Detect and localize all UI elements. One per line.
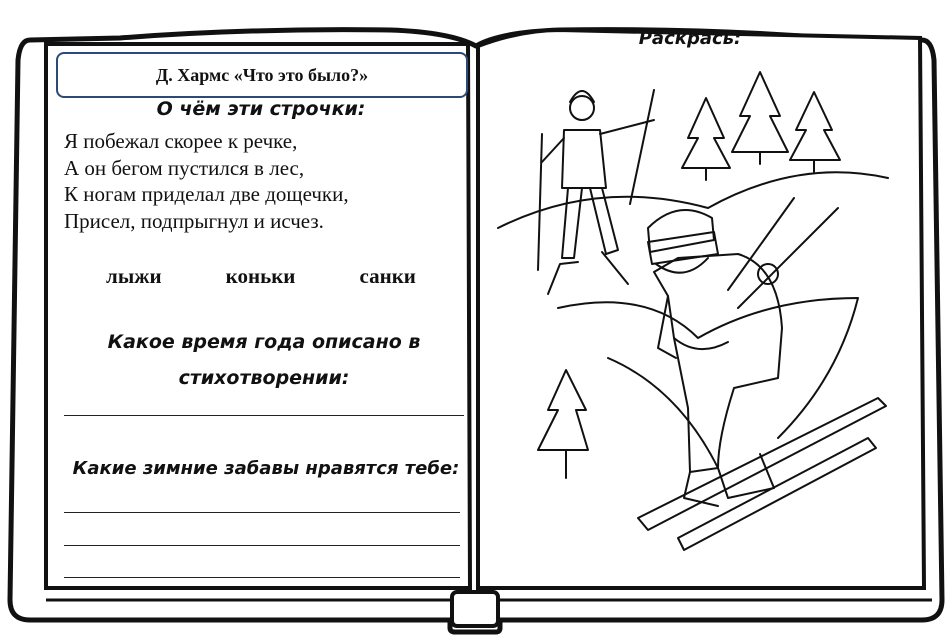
option-skates[interactable]: коньки bbox=[225, 264, 296, 288]
left-page bbox=[46, 44, 470, 588]
answer-options bbox=[56, 264, 466, 289]
poem-line: Присел, подпрыгнул и исчез. bbox=[64, 208, 324, 233]
question-season-line: стихотворении: bbox=[178, 367, 350, 389]
question-season bbox=[64, 324, 464, 396]
answer-line-season[interactable] bbox=[64, 415, 464, 416]
slope-line bbox=[608, 358, 718, 468]
book-spine-tab bbox=[452, 592, 498, 626]
coloring-caption: Раскрась: bbox=[638, 28, 742, 49]
tree-icon bbox=[790, 92, 840, 172]
question-lines-heading: О чём эти строчки: bbox=[156, 98, 366, 120]
tree-icon bbox=[538, 370, 588, 478]
option-sled[interactable]: санки bbox=[359, 264, 416, 288]
slope-line bbox=[558, 298, 858, 438]
tree-icon bbox=[682, 98, 730, 180]
answer-line-fun-3[interactable] bbox=[64, 577, 460, 578]
book-title-box bbox=[56, 52, 468, 98]
option-skis[interactable]: лыжи bbox=[106, 264, 162, 288]
poem bbox=[64, 128, 349, 234]
skiers-illustration[interactable] bbox=[478, 58, 918, 578]
tree-icon bbox=[732, 72, 788, 164]
answer-line-fun-1[interactable] bbox=[64, 512, 460, 513]
main-skier bbox=[638, 198, 886, 550]
question-season-line: Какое время года описано в bbox=[107, 331, 421, 353]
poem-line: А он бегом пустился в лес, bbox=[64, 155, 305, 180]
hill-line bbox=[498, 172, 888, 228]
answer-line-fun-2[interactable] bbox=[64, 545, 460, 546]
book-title: Д. Хармс «Что это было?» bbox=[155, 64, 369, 85]
small-skier bbox=[538, 90, 654, 294]
question-fun: Какие зимние забавы нравятся тебе: bbox=[72, 458, 460, 479]
poem-line: Я побежал скорее к речке, bbox=[64, 129, 298, 153]
poem-line: К ногам приделал две дощечки, bbox=[64, 182, 349, 206]
